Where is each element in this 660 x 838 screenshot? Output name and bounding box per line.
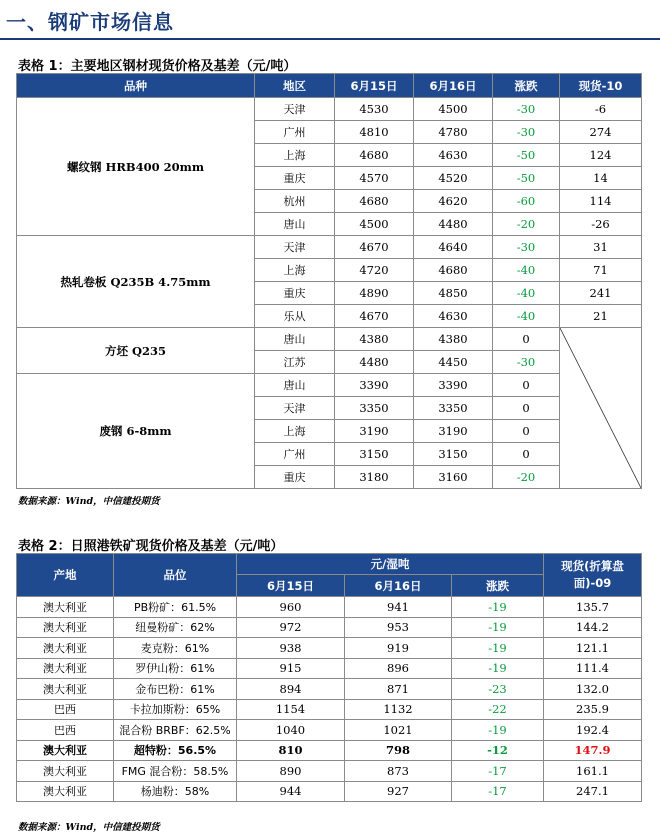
steel-price-table xyxy=(16,73,642,489)
price-jun15-cell: 3150 xyxy=(335,443,414,466)
region-cell: 广州 xyxy=(255,121,335,144)
grade-cell: 杨迪粉：58% xyxy=(114,781,237,802)
change-cell: -20 xyxy=(493,466,560,489)
table-row xyxy=(17,98,642,121)
origin-cell: 巴西 xyxy=(17,720,114,741)
price-jun16-cell: 798 xyxy=(345,740,452,761)
table1-caption: 表格 1：主要地区钢材现货价格及基差（元/吨） xyxy=(18,59,297,74)
price-jun15-cell: 4670 xyxy=(335,305,414,328)
price-jun16-cell: 3160 xyxy=(414,466,493,489)
header-origin: 产地 xyxy=(17,554,114,597)
grade-cell: 混合粉 BRBF：62.5% xyxy=(114,720,237,741)
price-jun15-cell: 938 xyxy=(237,638,345,659)
table-row xyxy=(17,699,642,720)
price-jun16-cell: 871 xyxy=(345,679,452,700)
table1-source: 数据来源：Wind，中信建投期货 xyxy=(18,496,160,507)
table-row xyxy=(17,638,642,659)
basis-cell: 132.0 xyxy=(544,679,642,700)
change-cell: -50 xyxy=(493,167,560,190)
header-grade: 品位 xyxy=(114,554,237,597)
price-jun15-cell: 4680 xyxy=(335,144,414,167)
change-cell: -40 xyxy=(493,282,560,305)
header-spot-basis: 现货(折算盘面)-09 xyxy=(544,554,642,597)
region-cell: 乐从 xyxy=(255,305,335,328)
basis-cell: 144.2 xyxy=(544,617,642,638)
region-cell: 杭州 xyxy=(255,190,335,213)
price-jun16-cell: 4630 xyxy=(414,144,493,167)
variety-cell: 热轧卷板 Q235B 4.75mm xyxy=(17,236,255,328)
change-cell: 0 xyxy=(493,443,560,466)
change-cell: -19 xyxy=(452,638,544,659)
change-cell: -60 xyxy=(493,190,560,213)
region-cell: 唐山 xyxy=(255,374,335,397)
price-jun15-cell: 4500 xyxy=(335,213,414,236)
header-jun16: 6月16日 xyxy=(345,575,452,597)
grade-cell: 超特粉：56.5% xyxy=(114,740,237,761)
region-cell: 重庆 xyxy=(255,282,335,305)
price-jun15-cell: 4530 xyxy=(335,98,414,121)
header-variety: 品种 xyxy=(17,74,255,98)
price-jun15-cell: 4890 xyxy=(335,282,414,305)
region-cell: 天津 xyxy=(255,236,335,259)
basis-cell: 111.4 xyxy=(544,658,642,679)
change-cell: -30 xyxy=(493,236,560,259)
grade-cell: 金布巴粉：61% xyxy=(114,679,237,700)
price-jun15-cell: 4670 xyxy=(335,236,414,259)
basis-cell: 121.1 xyxy=(544,638,642,659)
change-cell: 0 xyxy=(493,328,560,351)
price-jun16-cell: 896 xyxy=(345,658,452,679)
price-jun15-cell: 3190 xyxy=(335,420,414,443)
price-jun16-cell: 3390 xyxy=(414,374,493,397)
origin-cell: 澳大利亚 xyxy=(17,761,114,782)
basis-cell: 71 xyxy=(560,259,642,282)
change-cell: -30 xyxy=(493,98,560,121)
header-change: 涨跌 xyxy=(452,575,544,597)
origin-cell: 巴西 xyxy=(17,699,114,720)
grade-cell: PB粉矿：61.5% xyxy=(114,597,237,618)
origin-cell: 澳大利亚 xyxy=(17,679,114,700)
grade-cell: 纽曼粉矿：62% xyxy=(114,617,237,638)
basis-cell: 135.7 xyxy=(544,597,642,618)
price-jun15-cell: 4480 xyxy=(335,351,414,374)
variety-cell: 废钢 6-8mm xyxy=(17,374,255,489)
section-title: 一、钢矿市场信息 xyxy=(6,10,174,34)
change-cell: -19 xyxy=(452,658,544,679)
price-jun16-cell: 4640 xyxy=(414,236,493,259)
price-jun15-cell: 4570 xyxy=(335,167,414,190)
origin-cell: 澳大利亚 xyxy=(17,638,114,659)
header-region: 地区 xyxy=(255,74,335,98)
change-cell: -30 xyxy=(493,121,560,144)
basis-cell: 247.1 xyxy=(544,781,642,802)
price-jun16-cell: 4480 xyxy=(414,213,493,236)
table-row xyxy=(17,374,642,397)
change-cell: -17 xyxy=(452,761,544,782)
table2-source: 数据来源：Wind，中信建投期货 xyxy=(18,822,160,833)
region-cell: 上海 xyxy=(255,420,335,443)
price-jun15-cell: 4680 xyxy=(335,190,414,213)
price-jun16-cell: 941 xyxy=(345,597,452,618)
region-cell: 广州 xyxy=(255,443,335,466)
header-basis: 现货-10 xyxy=(560,74,642,98)
origin-cell: 澳大利亚 xyxy=(17,658,114,679)
origin-cell: 澳大利亚 xyxy=(17,617,114,638)
origin-cell: 澳大利亚 xyxy=(17,597,114,618)
price-jun15-cell: 3390 xyxy=(335,374,414,397)
basis-cell: 31 xyxy=(560,236,642,259)
price-jun15-cell: 894 xyxy=(237,679,345,700)
change-cell: -50 xyxy=(493,144,560,167)
change-cell: -19 xyxy=(452,597,544,618)
price-jun16-cell: 953 xyxy=(345,617,452,638)
change-cell: -20 xyxy=(493,213,560,236)
basis-cell: 192.4 xyxy=(544,720,642,741)
basis-cell: 147.9 xyxy=(544,740,642,761)
change-cell: -23 xyxy=(452,679,544,700)
price-jun15-cell: 4810 xyxy=(335,121,414,144)
price-jun16-cell: 4450 xyxy=(414,351,493,374)
price-jun16-cell: 4630 xyxy=(414,305,493,328)
title-divider xyxy=(0,38,660,40)
price-jun16-cell: 4520 xyxy=(414,167,493,190)
table2-caption: 表格 2：日照港铁矿现货价格及基差（元/吨） xyxy=(18,539,284,554)
price-jun15-cell: 960 xyxy=(237,597,345,618)
region-cell: 天津 xyxy=(255,98,335,121)
basis-cell: 21 xyxy=(560,305,642,328)
price-jun16-cell: 1021 xyxy=(345,720,452,741)
price-jun16-cell: 4780 xyxy=(414,121,493,144)
table-row xyxy=(17,597,642,618)
change-cell: 0 xyxy=(493,420,560,443)
price-jun16-cell: 873 xyxy=(345,761,452,782)
region-cell: 江苏 xyxy=(255,351,335,374)
change-cell: -19 xyxy=(452,617,544,638)
region-cell: 上海 xyxy=(255,144,335,167)
price-jun16-cell: 3150 xyxy=(414,443,493,466)
table-row xyxy=(17,658,642,679)
change-cell: -19 xyxy=(452,720,544,741)
table1-header-row xyxy=(17,74,642,98)
header-jun15: 6月15日 xyxy=(237,575,345,597)
basis-cell: 274 xyxy=(560,121,642,144)
price-jun15-cell: 4380 xyxy=(335,328,414,351)
grade-cell: FMG 混合粉：58.5% xyxy=(114,761,237,782)
region-cell: 天津 xyxy=(255,397,335,420)
table-row xyxy=(17,617,642,638)
grade-cell: 麦克粉：61% xyxy=(114,638,237,659)
change-cell: -22 xyxy=(452,699,544,720)
basis-cell: 235.9 xyxy=(544,699,642,720)
basis-cell: 241 xyxy=(560,282,642,305)
change-cell: -12 xyxy=(452,740,544,761)
header-jun15: 6月15日 xyxy=(335,74,414,98)
basis-empty-diagonal xyxy=(560,328,642,489)
change-cell: 0 xyxy=(493,374,560,397)
price-jun16-cell: 927 xyxy=(345,781,452,802)
header-wet-ton: 元/湿吨 xyxy=(237,554,544,575)
header-change: 涨跌 xyxy=(493,74,560,98)
price-jun16-cell: 4380 xyxy=(414,328,493,351)
change-cell: -40 xyxy=(493,259,560,282)
variety-cell: 方坯 Q235 xyxy=(17,328,255,374)
price-jun15-cell: 944 xyxy=(237,781,345,802)
price-jun15-cell: 1040 xyxy=(237,720,345,741)
basis-cell: -6 xyxy=(560,98,642,121)
change-cell: 0 xyxy=(493,397,560,420)
price-jun16-cell: 4850 xyxy=(414,282,493,305)
price-jun15-cell: 915 xyxy=(237,658,345,679)
price-jun15-cell: 972 xyxy=(237,617,345,638)
price-jun15-cell: 3180 xyxy=(335,466,414,489)
region-cell: 重庆 xyxy=(255,466,335,489)
basis-cell: -26 xyxy=(560,213,642,236)
change-cell: -40 xyxy=(493,305,560,328)
price-jun16-cell: 4500 xyxy=(414,98,493,121)
basis-cell: 161.1 xyxy=(544,761,642,782)
price-jun16-cell: 3190 xyxy=(414,420,493,443)
table-row xyxy=(17,720,642,741)
basis-cell: 14 xyxy=(560,167,642,190)
price-jun16-cell: 1132 xyxy=(345,699,452,720)
basis-cell: 124 xyxy=(560,144,642,167)
basis-cell: 114 xyxy=(560,190,642,213)
region-cell: 唐山 xyxy=(255,213,335,236)
price-jun16-cell: 4620 xyxy=(414,190,493,213)
price-jun15-cell: 890 xyxy=(237,761,345,782)
price-jun15-cell: 810 xyxy=(237,740,345,761)
origin-cell: 澳大利亚 xyxy=(17,740,114,761)
region-cell: 重庆 xyxy=(255,167,335,190)
region-cell: 上海 xyxy=(255,259,335,282)
table-row xyxy=(17,761,642,782)
change-cell: -17 xyxy=(452,781,544,802)
price-jun15-cell: 3350 xyxy=(335,397,414,420)
change-cell: -30 xyxy=(493,351,560,374)
iron-ore-price-table xyxy=(16,553,642,802)
price-jun16-cell: 4680 xyxy=(414,259,493,282)
price-jun15-cell: 1154 xyxy=(237,699,345,720)
origin-cell: 澳大利亚 xyxy=(17,781,114,802)
table-row xyxy=(17,236,642,259)
price-jun16-cell: 919 xyxy=(345,638,452,659)
grade-cell: 罗伊山粉：61% xyxy=(114,658,237,679)
table-row xyxy=(17,328,642,351)
region-cell: 唐山 xyxy=(255,328,335,351)
grade-cell: 卡拉加斯粉：65% xyxy=(114,699,237,720)
table-row xyxy=(17,740,642,761)
table-row xyxy=(17,679,642,700)
price-jun16-cell: 3350 xyxy=(414,397,493,420)
header-jun16: 6月16日 xyxy=(414,74,493,98)
variety-cell: 螺纹钢 HRB400 20mm xyxy=(17,98,255,236)
table-row xyxy=(17,781,642,802)
price-jun15-cell: 4720 xyxy=(335,259,414,282)
